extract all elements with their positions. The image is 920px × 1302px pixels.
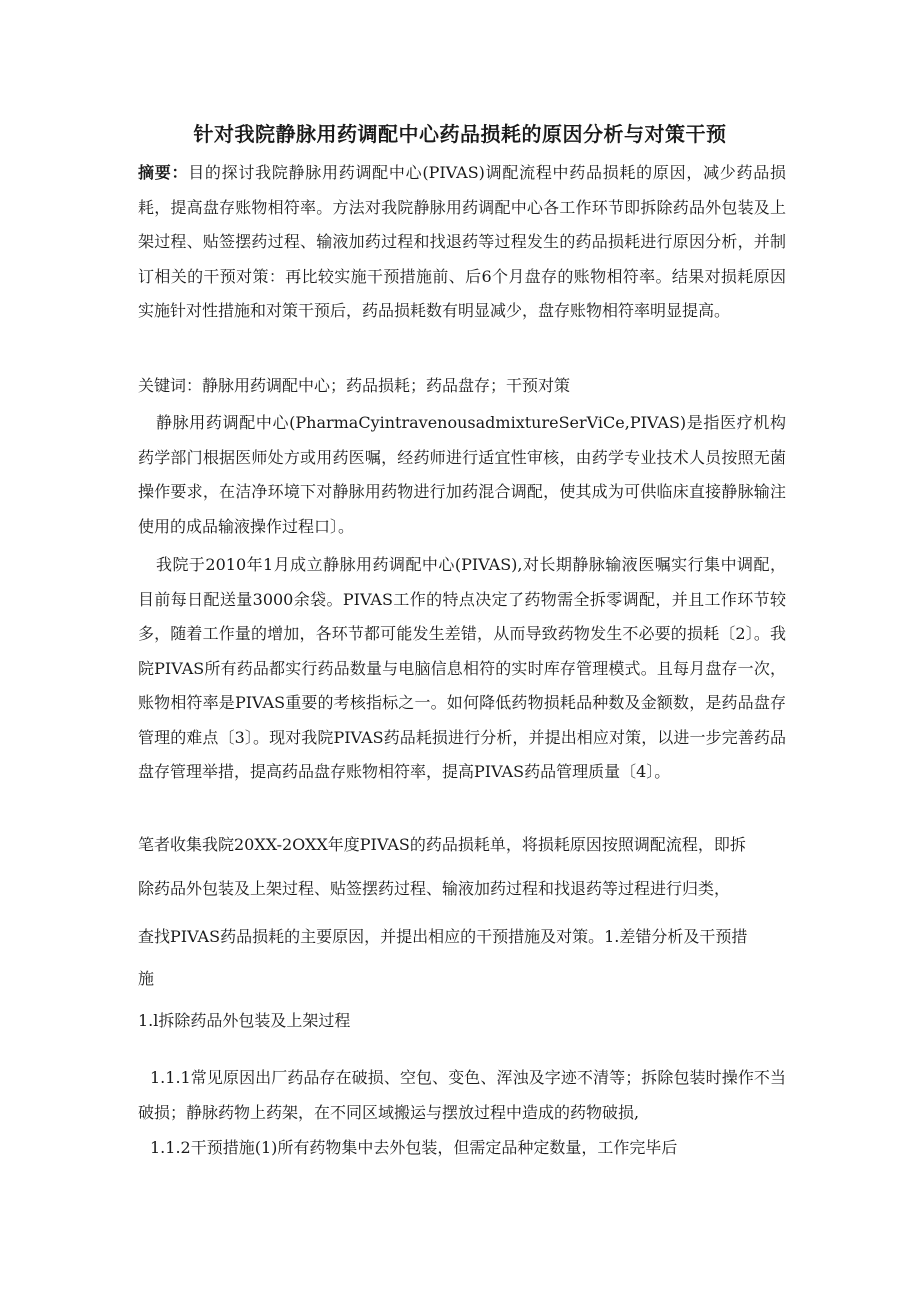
keywords-label: 关键词： (138, 376, 203, 395)
collect-line-2: 除药品外包装及上架过程、贴签摆药过程、输液加药过程和找退药等过程进行归类， (138, 879, 731, 898)
keywords-text: 静脉用药调配中心；药品损耗；药品盘存；干预对策 (202, 376, 571, 395)
abstract-label: 摘要： (138, 163, 189, 182)
intro-paragraph-2: 我院于2010年1月成立静脉用药调配中心(PIVAS),对长期静脉输液医嘱实行集中调配，目前每日配送量3000余袋。PIVAS工作的特点决定了药物需全拆零调配，并且工作环节较多，随着工作量的增加，各环节都可能发生差错，从而导致药物发生不必要的损耗〔2〕。我院PIVAS所有药品都实行药品数量与电脑信息相符的实时库存管理模式。且每月盘存一次，账物相符率是PIVAS重要的考核指标之一。如何降低药物损耗品种数及金额数，是药品盘存管理的难点〔3〕。现对我院PIVAS药品耗损进行分析，并提出相应对策，以进一步完善药品盘存管理举措，提高药品盘存账物相符率，提高PIVAS药品管理质量〔4〕。 (138, 555, 786, 781)
intro-paragraph-1: 静脉用药调配中心(PharmaCyintravenousadmixtureSerViCe,PIVAS)是指医疗机构药学部门根据医师处方或用药医嘱，经药师进行适宜性审核，由药学专业技术人员按照无菌操作要求，在洁净环境下对静脉用药物进行加药混合调配，使其成为可供临床直接静脉输注使用的成品输液操作过程口〕。 (138, 413, 786, 536)
collect-line-4: 施 (138, 969, 155, 988)
section-1-1-1-paragraph: 1.1.1常见原因出厂药品存在破损、空包、变色、浑浊及字迹不清等；拆除包装时操作不当破损；静脉药物上药架，在不同区域搬运与摆放过程中造成的药物破损, (138, 1068, 786, 1122)
section-1-1-2-paragraph: 1.1.2干预措施(1)所有药物集中去外包装，但需定品种定数量，工作完毕后 (150, 1138, 678, 1157)
document-title: 针对我院静脉用药调配中心药品损耗的原因分析与对策干预 (193, 122, 727, 146)
keywords-paragraph (138, 369, 786, 404)
abstract-paragraph (138, 156, 786, 329)
abstract-text: 目的探讨我院静脉用药调配中心(PIVAS)调配流程中药品损耗的原因，减少药品损耗，提高盘存账物相符率。方法对我院静脉用药调配中心各工作环节即拆除药品外包装及上架过程、贴签摆药过程、输液加药过程和找退药等过程发生的药品损耗进行原因分析，并制订相关的干预对策：再比较实施干预措施前、后6个月盘存的账物相符率。结果对损耗原因实施针对性措施和对策干预后，药品损耗数有明显减少，盘存账物相符率明显提高。 (138, 163, 786, 320)
section-heading-1-1: 1.l拆除药品外包装及上架过程 (138, 1011, 351, 1030)
collect-line-1: 笔者收集我院20XX-2OXX年度PIVAS的药品损耗单，将损耗原因按照调配流程，即拆 (138, 835, 746, 854)
collect-line-3: 查找PIVAS药品损耗的主要原因，并提出相应的干预措施及对策。1.差错分析及干预措 (138, 927, 748, 946)
